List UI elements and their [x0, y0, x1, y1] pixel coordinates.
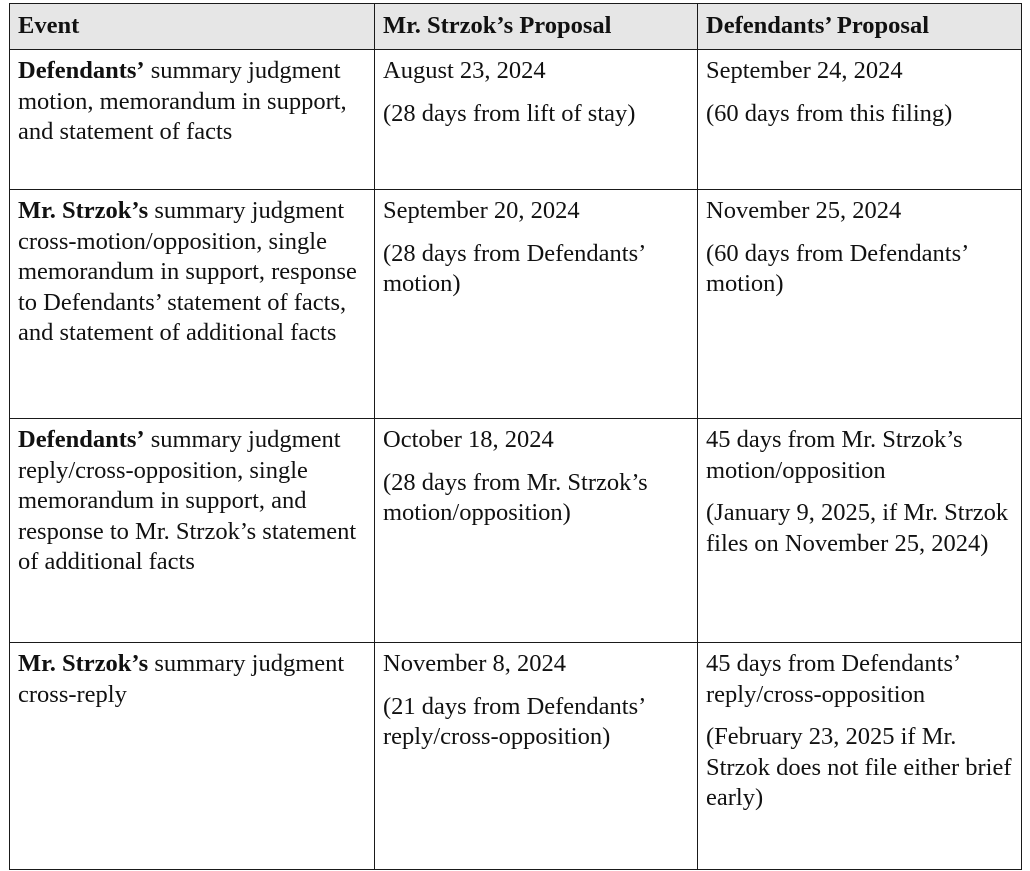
- defendants-note: (February 23, 2025 if Mr. Strzok does not file either brief early): [706, 723, 1012, 811]
- table-row: [10, 50, 1022, 190]
- table-row: [10, 643, 1022, 870]
- event-description: summary judgment motion, memorandum in support, and statement of facts: [18, 57, 347, 145]
- defendants-proposal-cell: [698, 190, 1022, 419]
- event-cell: [10, 50, 375, 190]
- event-party: Mr. Strzok’s: [18, 650, 149, 677]
- event-cell: [10, 190, 375, 419]
- strzok-note: (28 days from lift of stay): [383, 99, 636, 127]
- header-defendants-proposal: Defendants’ Proposal: [698, 4, 1022, 50]
- defendants-note: (60 days from Defendants’ motion): [706, 239, 968, 297]
- strzok-proposal-cell: [375, 190, 698, 419]
- event-cell: [10, 643, 375, 870]
- table-row: [10, 190, 1022, 419]
- defendants-date: 45 days from Defendants’ reply/cross-opposition: [706, 650, 960, 708]
- event-description: summary judgment cross-reply: [18, 650, 345, 708]
- event-party: Mr. Strzok’s: [18, 197, 149, 224]
- defendants-date: 45 days from Mr. Strzok’s motion/opposition: [706, 426, 963, 484]
- header-strzok-proposal: Mr. Strzok’s Proposal: [375, 4, 698, 50]
- strzok-proposal-cell: [375, 50, 698, 190]
- strzok-date: August 23, 2024: [383, 57, 546, 84]
- defendants-proposal-cell: [698, 50, 1022, 190]
- defendants-note: (January 9, 2025, if Mr. Strzok files on November 25, 2024): [706, 499, 1009, 557]
- event-description: summary judgment cross-motion/opposition, single memorandum in support, response to Defendants’ statement of facts, and statement of additional facts: [18, 197, 357, 346]
- defendants-date: September 24, 2024: [706, 57, 903, 84]
- strzok-date: October 18, 2024: [383, 426, 554, 453]
- table-row: [10, 419, 1022, 643]
- event-party: Defendants’: [18, 426, 145, 453]
- header-row: [10, 4, 1022, 50]
- event-description: summary judgment reply/cross-opposition, single memorandum in support, and response to Mr. Strzok’s statement of additional facts: [18, 426, 357, 575]
- defendants-date: November 25, 2024: [706, 197, 902, 224]
- header-event: Event: [10, 4, 375, 50]
- event-cell: [10, 419, 375, 643]
- strzok-date: September 20, 2024: [383, 197, 580, 224]
- event-party: Defendants’: [18, 57, 145, 84]
- defendants-note: (60 days from this filing): [706, 99, 953, 127]
- strzok-date: November 8, 2024: [383, 650, 567, 677]
- strzok-note: (28 days from Mr. Strzok’s motion/opposition): [383, 468, 648, 526]
- strzok-proposal-cell: [375, 419, 698, 643]
- defendants-proposal-cell: [698, 419, 1022, 643]
- schedule-table: [9, 3, 1022, 870]
- strzok-proposal-cell: [375, 643, 698, 870]
- defendants-proposal-cell: [698, 643, 1022, 870]
- strzok-note: (28 days from Defendants’ motion): [383, 239, 645, 297]
- strzok-note: (21 days from Defendants’ reply/cross-opposition): [383, 692, 645, 750]
